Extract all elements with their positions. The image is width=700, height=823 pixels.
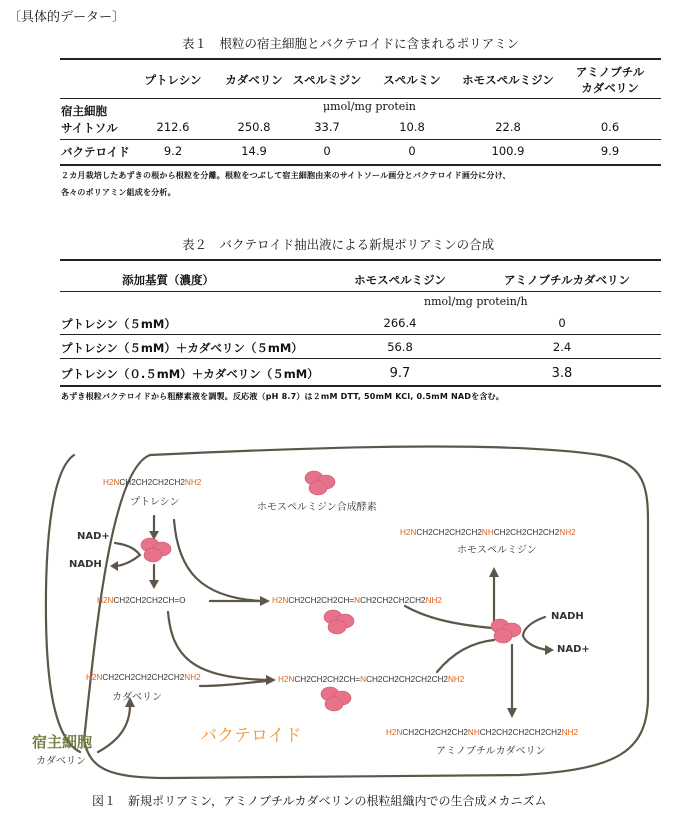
table1-cell: 100.9	[491, 144, 525, 158]
table1-cell: 0	[323, 144, 331, 158]
table1-header-cadaverine: カダベリン	[225, 73, 283, 87]
table1-cell: 14.9	[241, 144, 267, 158]
homospermidine-formula: H2NCH2CH2CH2CH2NHCH2CH2CH2CH2NH2	[400, 528, 576, 537]
table2-cell: 56.8	[387, 340, 413, 354]
enzyme-label: ホモスペルミジン合成酵素	[257, 502, 377, 513]
arrow-head	[110, 561, 118, 571]
table1-header-putrescine: プトレシン	[144, 73, 202, 87]
table1-header-spermidine: スペルミジン	[292, 73, 362, 87]
enzyme-icon-legend	[305, 471, 335, 495]
nad-plus-label-2: NAD+	[557, 644, 590, 655]
table2-cell: 0	[558, 316, 566, 330]
homospermidine-label: ホモスペルミジン	[457, 545, 537, 556]
arrow-imine2-to-enzyme	[437, 640, 494, 672]
nadh-label-2: NADH	[551, 611, 584, 622]
figure-caption: 図１ 新規ポリアミン，アミノブチルカダベリンの根粒組織内での生合成メカニズム	[92, 794, 547, 808]
table2-unit: nmol/mg protein/h	[424, 295, 528, 308]
host-cadaverine-label: カダベリン	[36, 756, 86, 767]
table1-note-1: ２カ月栽培したあずきの根から根粒を分離。根粒をつぶして宿主細胞由来のサイトソール画分とバクテロイド画分に分け、	[61, 171, 511, 180]
cadaverine-label: カダベリン	[112, 692, 162, 703]
arrow-head	[149, 580, 159, 589]
arrow-imine1-to-enzyme	[405, 606, 492, 628]
table2-header-aminobutyl: アミノブチルカダベリン	[504, 273, 630, 287]
nadh-label: NADH	[69, 559, 102, 570]
table2-row-label: プトレシン（０.５mM）＋カダベリン（５mM）	[61, 367, 319, 381]
table2-caption: 表２ バクテロイド抽出液による新規ポリアミンの合成	[182, 237, 495, 252]
aminobutylcadaverine-label: アミノブチルカダベリン	[436, 746, 546, 757]
arrow-nadh-to-nad	[523, 617, 547, 650]
table1-header-aminobutyl-2: カダベリン	[581, 81, 639, 95]
putrescine-formula: H2NCH2CH2CH2CH2NH2	[103, 478, 202, 487]
table2-cell: 266.4	[383, 316, 417, 330]
table2-row-label: プトレシン（５mM）＋カダベリン（５mM）	[61, 341, 303, 355]
table1-cell: 0.6	[600, 120, 620, 134]
table1-header-homospermidine: ホモスペルミジン	[462, 73, 554, 87]
table2-header-homospermidine: ホモスペルミジン	[354, 273, 446, 287]
section-title: 〔具体的データー〕	[8, 10, 126, 25]
table1-cell: 212.6	[156, 120, 190, 134]
table1-header-aminobutyl-1: アミノブチル	[575, 65, 645, 79]
table2-header-substrate: 添加基質（濃度）	[122, 273, 214, 287]
arrow-host-cadaverine-in	[98, 705, 130, 752]
table1-row1-label2: サイトソル	[61, 121, 118, 135]
arrow-head	[260, 596, 270, 606]
table1-header-spermine: スペルミン	[383, 73, 441, 87]
aminobutanal-formula: H2NCH2CH2CH2CH=O	[97, 596, 186, 605]
arrow-head	[545, 645, 554, 655]
table2-cell: 2.4	[552, 340, 572, 354]
table1-note-2: 各々のポリアミン組成を分析。	[61, 188, 176, 197]
table1-row1-label1: 宿主細胞	[61, 104, 107, 118]
bacteroid-label: バクテロイド	[200, 726, 302, 746]
table2-cell: 9.7	[389, 366, 411, 381]
imine1-formula: H2NCH2CH2CH2CH=NCH2CH2CH2CH2NH2	[272, 596, 442, 605]
arrow-head	[507, 708, 517, 718]
enzyme-icon-3	[491, 619, 521, 643]
table1-row2-label: バクテロイド	[61, 145, 130, 159]
table1-caption: 表１ 根粒の宿主細胞とバクテロイドに含まれるポリアミン	[182, 36, 520, 51]
table1-unit: μmol/mg protein	[323, 100, 416, 113]
table2-cell: 3.8	[551, 366, 573, 381]
arrow-head	[489, 567, 499, 577]
host-cell-label: 宿主細胞	[32, 733, 93, 751]
table1-cell: 33.7	[314, 120, 340, 134]
imine2-formula: H2NCH2CH2CH2CH=NCH2CH2CH2CH2CH2NH2	[278, 675, 465, 684]
arrow-putrescine-to-imine	[174, 520, 262, 601]
table1-cell: 250.8	[237, 120, 271, 134]
table1-cell: 10.8	[399, 120, 425, 134]
table1-cell: 9.9	[600, 144, 620, 158]
aminobutylcadaverine-formula: H2NCH2CH2CH2CH2NHCH2CH2CH2CH2CH2NH2	[386, 728, 579, 737]
arrow-nad-to-nadh	[115, 543, 140, 566]
arrow-aldehyde-to-imine2	[168, 612, 268, 680]
putrescine-label: プトレシン	[130, 497, 180, 508]
table1-cell: 0	[408, 144, 416, 158]
arrow-cadaverine-to-imine2	[200, 681, 268, 686]
host-cell-boundary-curve	[46, 455, 80, 752]
enzyme-icon-1	[141, 538, 171, 562]
nad-plus-label: NAD+	[77, 531, 110, 542]
cadaverine-formula: H2NCH2CH2CH2CH2CH2NH2	[86, 673, 201, 682]
enzyme-icon-2	[324, 610, 354, 634]
enzyme-icon-4	[321, 687, 351, 711]
table1-cell: 22.8	[495, 120, 521, 134]
table1-cell: 9.2	[163, 144, 183, 158]
table2-note: あずき根粒バクテロイドから粗酵素液を調製。反応液（pH 8.7）は２mM DTT, 50mM KCl, 0.5mM NADを含む。	[61, 392, 504, 401]
table2-row-label: プトレシン（５mM）	[61, 317, 176, 331]
